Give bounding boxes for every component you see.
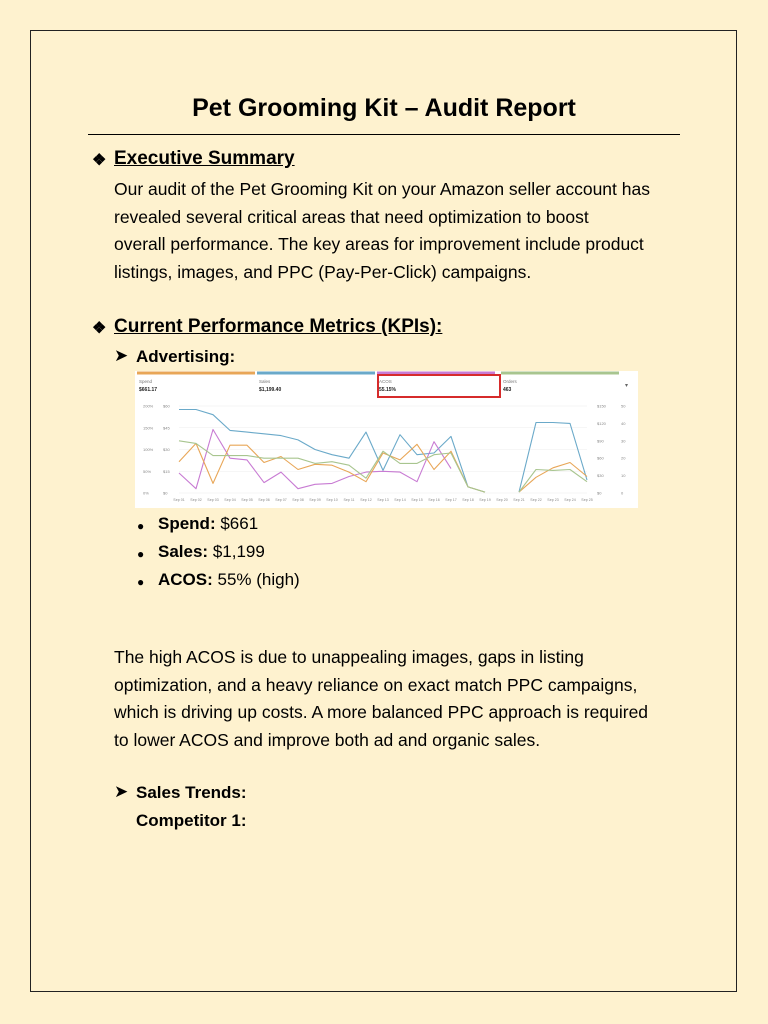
analysis-line: which is driving up costs. A more balanced PPC approach is required [114,702,649,722]
arrow-bullet-icon: ➤ [114,346,129,365]
summary-line: revealed several critical areas that need optimization to boost [114,206,589,227]
kpi-bullet-sales [158,542,265,562]
x-tick-label: Sep 12 [360,498,372,502]
y-mid-tick-label: $60 [163,403,170,409]
y-mid-tick-label: $15 [163,468,170,474]
y-right2-tick-label: 0 [621,490,624,496]
x-tick-label: Sep 13 [377,498,389,502]
bullet-label: Spend: [158,514,216,533]
x-tick-label: Sep 21 [513,498,525,502]
bullet-dot-icon: ● [137,547,145,561]
x-tick-label: Sep 10 [326,498,338,502]
advertising-chart-svg [135,371,638,508]
bullet-value: $1,199 [208,542,265,561]
analysis-line: The high ACOS is due to unappealing images, gaps in listing [114,647,584,667]
y-right-tick-label: $60 [597,455,604,461]
x-tick-label: Sep 19 [479,498,491,502]
x-tick-label: Sep 08 [292,498,304,502]
x-tick-label: Sep 11 [343,498,355,502]
y-left-tick-label: 0% [143,490,149,496]
competitor-label: Competitor 1: [136,811,247,830]
metric-card-value: 55.15% [379,387,396,393]
x-tick-label: Sep 14 [394,498,406,502]
bullet-label: ACOS: [158,570,213,589]
y-mid-tick-label: $30 [163,447,170,452]
y-right2-tick-label: 50 [621,403,626,409]
report-title: Pet Grooming Kit – Audit Report [192,94,576,122]
y-right2-tick-label: 10 [621,473,626,479]
analysis-line: to lower ACOS and improve both ad and organic sales. [114,729,541,750]
kpi-heading: Current Performance Metrics (KPIs): [114,316,443,337]
y-mid-tick-label: $45 [163,425,170,431]
metric-card-name: ACOS [379,379,392,384]
x-tick-label: Sep 04 [224,498,236,502]
metric-card-value: $661.17 [139,387,158,393]
page-border [30,30,737,992]
y-right2-tick-label: 30 [621,438,626,444]
advertising-label: Advertising: [136,347,236,366]
x-tick-label: Sep 25 [581,498,593,502]
x-tick-label: Sep 09 [309,498,321,502]
y-right-tick-label: $90 [597,438,604,444]
y-right-tick-label: $150 [597,403,606,409]
x-tick-label: Sep 01 [173,498,185,502]
bullet-dot-icon: ● [137,575,145,589]
x-tick-label: Sep 24 [564,498,576,502]
summary-line: listings, images, and PPC (Pay-Per-Click) campaigns. [114,261,532,282]
metric-card-highlight-box [378,375,500,397]
bullet-dot-icon: ● [137,519,145,533]
x-tick-label: Sep 20 [496,498,508,502]
x-tick-label: Sep 05 [241,498,253,502]
y-left-tick-label: 50% [143,468,152,474]
kpi-bullet-spend [158,514,258,534]
analysis-line: optimization, and a heavy reliance on exact match PPC campaigns, [114,674,638,695]
bullet-value: 55% (high) [212,570,300,589]
analysis-text [114,644,684,754]
y-left-tick-label: 200% [143,403,154,409]
chevron-down-icon: ▾ [625,382,629,389]
y-right2-tick-label: 20 [621,455,626,461]
kpi-bullet-acos [158,570,300,590]
x-tick-label: Sep 22 [530,498,542,502]
metric-card-name: Spend [139,379,153,384]
x-tick-label: Sep 18 [462,498,474,502]
y-right-tick-label: $30 [597,473,604,479]
executive-summary-heading: Executive Summary [114,148,295,169]
executive-summary-text [114,176,684,286]
diamond-bullet-icon: ❖ [92,320,107,337]
metric-card-name: Orders [503,379,517,384]
x-tick-label: Sep 03 [207,498,219,502]
bullet-value: $661 [215,514,259,533]
summary-line: overall performance. The key areas for improvement include product [114,234,644,254]
title-divider [88,134,680,135]
sales-trends-label: Sales Trends: [136,783,247,802]
summary-line: Our audit of the Pet Grooming Kit on your Amazon seller account has [114,179,650,199]
metric-card-value: 463 [503,387,512,393]
y-mid-tick-label: $0 [163,490,168,496]
x-tick-label: Sep 16 [428,498,440,502]
y-right-tick-label: $0 [597,490,602,496]
bullet-label: Sales: [158,542,209,561]
x-tick-label: Sep 17 [445,498,457,502]
advertising-chart [135,371,638,508]
diamond-bullet-icon: ❖ [92,152,107,169]
x-tick-label: Sep 15 [411,498,423,502]
series-line-acos [179,430,570,489]
y-right2-tick-label: 40 [621,420,626,426]
x-tick-label: Sep 07 [275,498,287,502]
metric-card-value: $1,199.40 [259,387,282,393]
y-left-tick-label: 150% [143,425,154,431]
y-left-tick-label: 100% [143,447,154,452]
x-tick-label: Sep 02 [190,498,202,502]
metric-card-name: Sales [259,379,271,384]
y-right-tick-label: $120 [597,420,606,426]
x-tick-label: Sep 23 [547,498,559,502]
arrow-bullet-icon: ➤ [114,782,129,801]
x-tick-label: Sep 06 [258,498,270,502]
